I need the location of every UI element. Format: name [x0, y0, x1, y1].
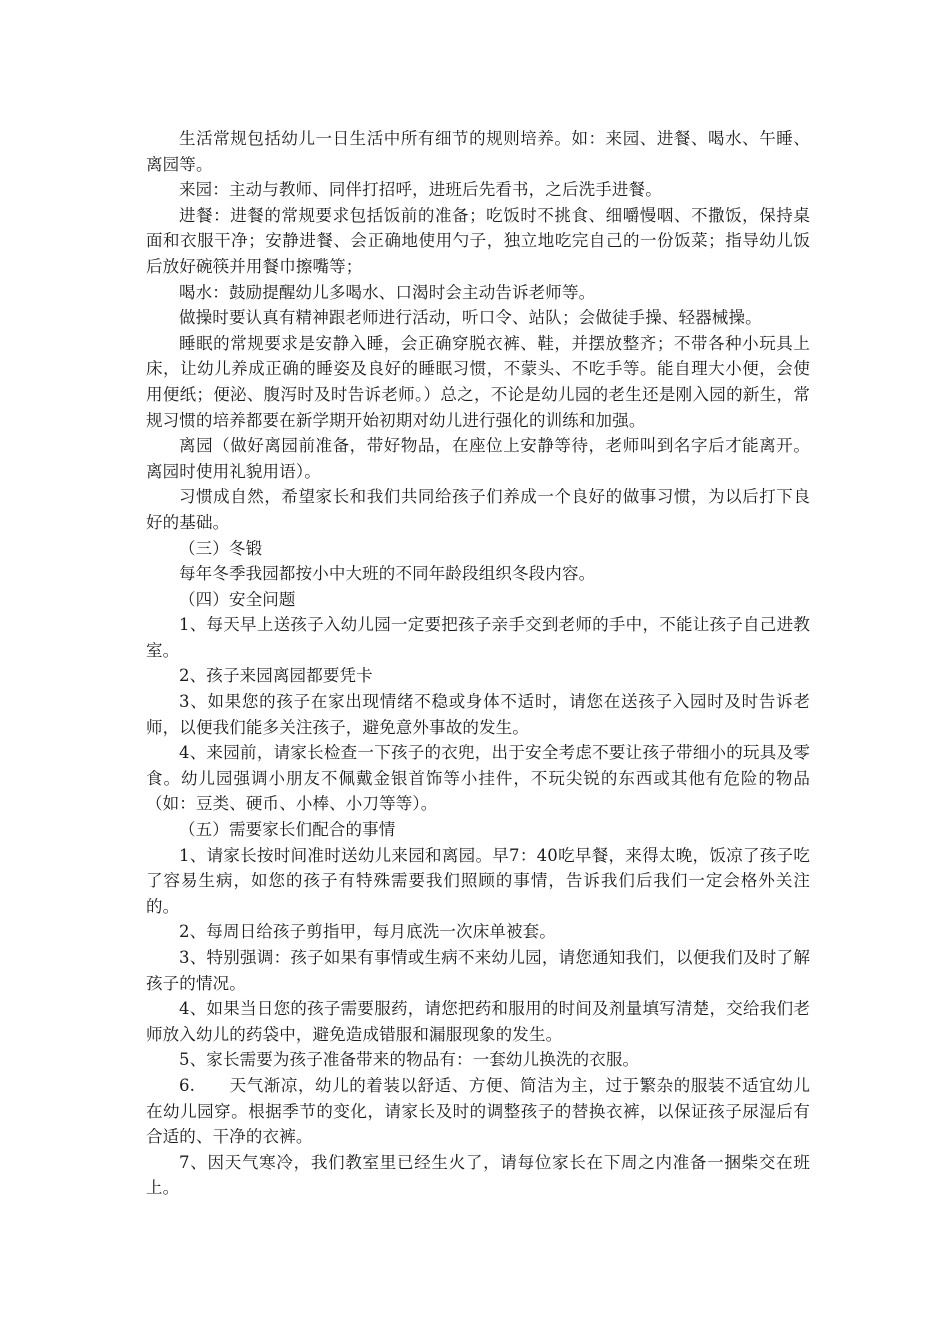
section-heading-winter-training: （三）冬锻	[179, 538, 263, 558]
list-item-cooperation-1: 1、请家长按时间准时送幼儿来园和离园。早7：40吃早餐，来得太晚，饭凉了孩子吃了容易生病，如您的孩子有特殊需要我们照顾的事情，告诉我们后我们一定会格外关注的。	[146, 845, 810, 916]
paragraph-arrival: 来园：主动与教师、同伴打招呼，进班后先看书，之后洗手进餐。	[179, 180, 662, 200]
list-item-cooperation-5: 5、家长需要为孩子准备带来的物品有：一套幼儿换洗的衣服。	[179, 1050, 640, 1070]
list-item-safety-1: 1、每天早上送孩子入幼儿园一定要把孩子亲手交到老师的手中，不能让孩子自己进教室。	[146, 615, 810, 660]
document-body	[146, 126, 810, 1201]
list-item-cooperation-2: 2、每周日给孩子剪指甲，每月底洗一次床单被套。	[179, 922, 556, 942]
list-item-safety-4: 4、来园前，请家长检查一下孩子的衣兜，出于安全考虑不要让孩子带细小的玩具及零食。幼儿园强调小朋友不佩戴金银首饰等小挂件，不玩尖锐的东西或其他有危险的物品（如：豆类、硬币、小棒、小刀等等）。	[146, 743, 810, 814]
paragraph-sleep: 睡眠的常规要求是安静入睡，会正确穿脱衣裤、鞋，并摆放整齐；不带各种小玩具上床，让幼儿养成正确的睡姿及良好的睡眠习惯，不蒙头、不吃手等。能自理大小便，会使用便纸；便泌、腹泻时及时告诉老师。）总之，不论是幼儿园的老生还是刚入园的新生，常规习惯的培养都要在新学期开始初期对幼儿进行强化的训练和加强。	[146, 333, 810, 430]
list-item-cooperation-4: 4、如果当日您的孩子需要服药，请您把药和服用的时间及剂量填写清楚，交给我们老师放入幼儿的药袋中，避免造成错服和漏服现象的发生。	[146, 999, 810, 1044]
list-item-safety-3: 3、如果您的孩子在家出现情绪不稳或身体不适时，请您在送孩子入园时及时告诉老师，以便我们能多关注孩子，避免意外事故的发生。	[146, 692, 810, 737]
paragraph-departure: 离园（做好离园前准备，带好物品，在座位上安静等待，老师叫到名字后才能离开。离园时使用礼貌用语）。	[146, 436, 810, 481]
section-heading-safety: （四）安全问题	[179, 589, 296, 609]
paragraph-meals: 进餐：进餐的常规要求包括饭前的准备；吃饭时不挑食、细嚼慢咽、不撒饭，保持桌面和衣服干净；安静进餐、会正确地使用勺子，独立地吃完自己的一份饭菜；指导幼儿饭后放好碗筷并用餐巾擦嘴等；	[146, 205, 810, 276]
list-item-cooperation-6: 6. 天气渐凉，幼儿的着装以舒适、方便、简洁为主，过于繁杂的服装不适宜幼儿在幼儿园穿。根据季节的变化，请家长及时的调整孩子的替换衣裤，以保证孩子尿湿后有合适的、干净的衣裤。	[146, 1075, 810, 1147]
list-item-safety-2: 2、孩子来园离园都要凭卡	[179, 666, 373, 686]
paragraph-habits: 习惯成自然，希望家长和我们共同给孩子们养成一个良好的做事习惯，为以后打下良好的基础。	[146, 487, 810, 532]
section-heading-parent-cooperation: （五）需要家长们配合的事情	[179, 820, 396, 840]
paragraph-winter-training: 每年冬季我园都按小中大班的不同年龄段组织冬段内容。	[179, 564, 596, 584]
list-item-cooperation-7: 7、因天气寒冷，我们教室里已经生火了，请每位家长在下周之内准备一捆柴交在班上。	[146, 1152, 810, 1198]
paragraph-daily-routine: 生活常规包括幼儿一日生活中所有细节的规则培养。如：来园、进餐、喝水、午睡、离园等。	[146, 129, 810, 174]
paragraph-exercise: 做操时要认真有精神跟老师进行活动，听口令、站队；会做徒手操、轻器械操。	[179, 308, 762, 328]
paragraph-drinking: 喝水：鼓励提醒幼儿多喝水、口渴时会主动告诉老师等。	[179, 282, 596, 302]
list-item-cooperation-3: 3、特别强调：孩子如果有事情或生病不来幼儿园，请您通知我们，以便我们及时了解孩子的情况。	[146, 948, 810, 993]
